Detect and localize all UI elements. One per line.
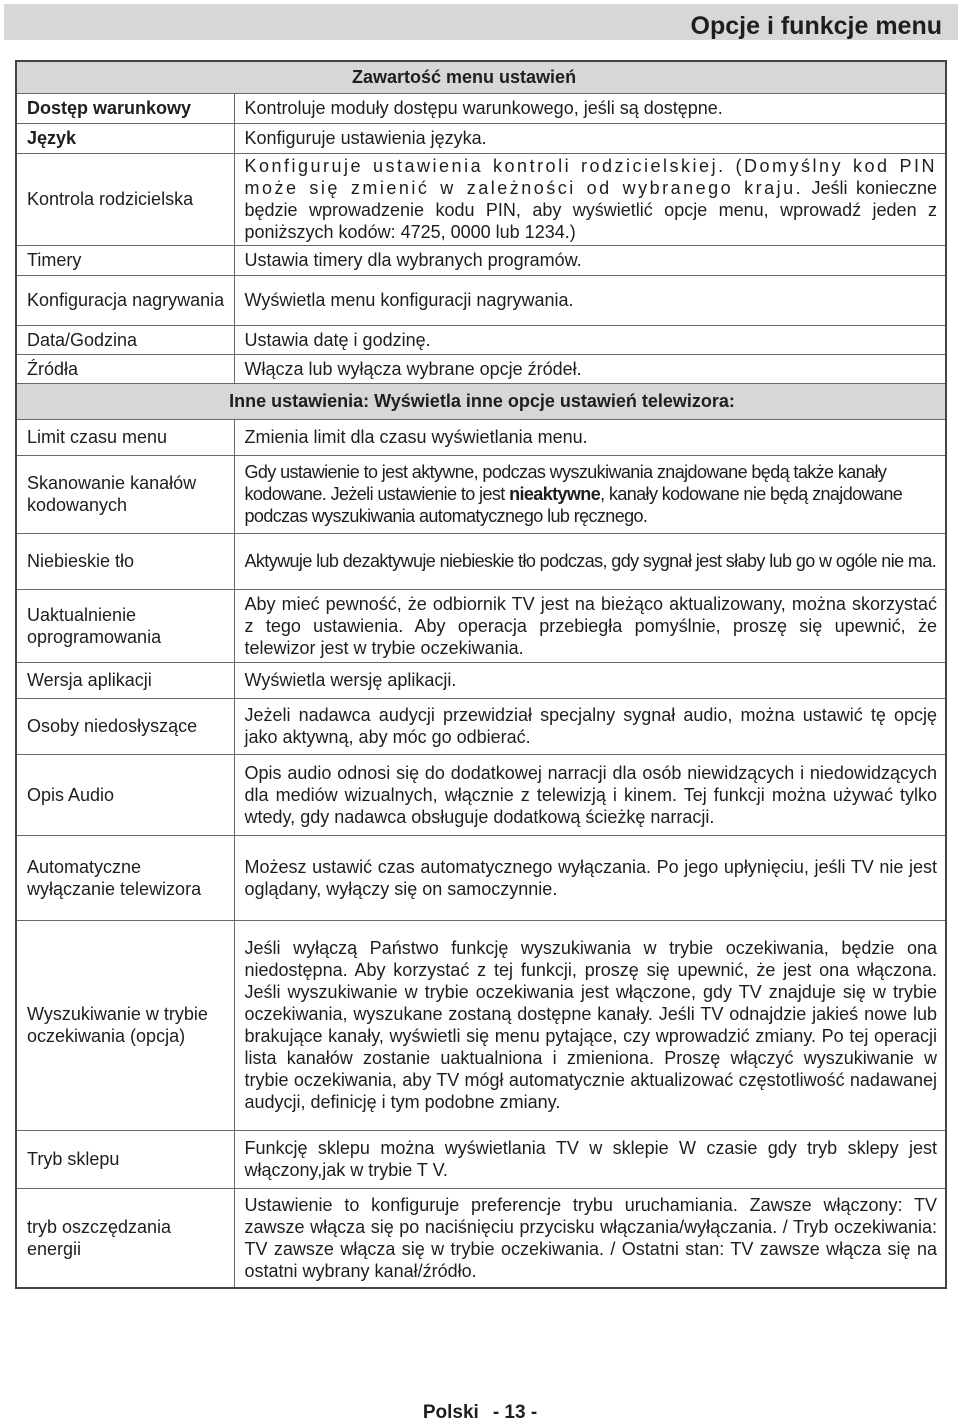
row-description: Ustawienie to konfiguruje preferencje trybu uruchamiania. Zawsze włączony: TV zawsze włącza się po naciśnięciu przycisku włączania/wyłączania. / Tryb oczekiwania: TV zawsze włącza się w trybie oczekiwania. / Ostatni stan: TV zawsze włącza się na ostatni wybrany kanał/źródło.	[234, 1188, 946, 1288]
table-row	[16, 354, 946, 383]
row-description: Ustawia timery dla wybranych programów.	[234, 245, 946, 275]
row-name: tryb oszczędzania energii	[16, 1188, 234, 1288]
table-row	[16, 754, 946, 835]
page-footer	[0, 1402, 960, 1424]
page-header	[4, 4, 958, 40]
row-name: Źródła	[16, 354, 234, 383]
table-row	[16, 662, 946, 698]
table-row	[16, 245, 946, 275]
inactive-emphasis: nieaktywne	[509, 484, 601, 504]
row-name: Język	[16, 123, 234, 153]
row-description: Aby mieć pewność, że odbiornik TV jest na bieżąco aktualizowany, można skorzystać z tego ustawienia. Aby operacja przebiegła pomyślnie, proszę się upewnić, że telewizor jest w trybie oczekiwania.	[234, 589, 946, 662]
table-row	[16, 920, 946, 1130]
table-row	[16, 153, 946, 245]
row-name: Automatyczne wyłączanie telewizora	[16, 835, 234, 920]
table-row	[16, 835, 946, 920]
row-name: Dostęp warunkowy	[16, 93, 234, 123]
table-row	[16, 419, 946, 455]
row-name: Opis Audio	[16, 754, 234, 835]
page-title: Opcje i funkcje menu	[690, 12, 942, 40]
table-row	[16, 1130, 946, 1188]
row-description-spaced: Konfiguruje ustawienia kontroli rodzicielskiej. (Domyślny kod PIN może się zmienić w zależności od wybranego kraju.	[244, 156, 937, 198]
row-name: Uaktualnienie oprogramowania	[16, 589, 234, 662]
row-description: Kontroluje moduły dostępu warunkowego, jeśli są dostępne.	[234, 93, 946, 123]
table-row	[16, 1188, 946, 1288]
settings-menu-table	[15, 60, 947, 1289]
other-settings-heading-row	[16, 383, 946, 419]
table-row	[16, 455, 946, 533]
row-description: Funkcję sklepu można wyświetlania TV w sklepie W czasie gdy tryb sklepy jest włączony,jak w trybie T V.	[234, 1130, 946, 1188]
row-name: Data/Godzina	[16, 325, 234, 354]
row-name: Konfiguracja nagrywania	[16, 275, 234, 325]
row-description: Jeśli wyłączą Państwo funkcję wyszukiwania w trybie oczekiwania, będzie ona niedostępna. Aby korzystać z tej funkcji, proszę się upewnić, że jest ona włączona. Jeśli wyszukiwanie w trybie oczekiwania jest włączone, gdy TV znajduje się w trybie oczekiwania, wyszukane zostaną dostępne kanały. Jeśli TV odnajdzie jakieś nowe lub brakujące kanały, wyświetli się menu pytające, czy wprowadzić zmiany. Po tej operacji lista kanałów zostanie uaktualniona i zmieniona. Proszę włączyć wyszukiwanie w trybie oczekiwania, aby TV mógł automatycznie aktualizować częstotliwość nadawanej audycji, definicję i tym podobne zmiany.	[234, 920, 946, 1130]
row-description: Aktywuje lub dezaktywuje niebieskie tło podczas, gdy sygnał jest słaby lub go w ogóle nie ma.	[234, 533, 946, 589]
row-name: Osoby niedosłyszące	[16, 698, 234, 754]
row-description: Zmienia limit dla czasu wyświetlania menu.	[234, 419, 946, 455]
row-description: Możesz ustawić czas automatycznego wyłączania. Po jego upłynięciu, jeśli TV nie jest oglądany, wyłączy się on samoczynnie.	[234, 835, 946, 920]
row-description: Konfiguruje ustawienia języka.	[234, 123, 946, 153]
row-name: Skanowanie kanałów kodowanych	[16, 455, 234, 533]
row-name: Niebieskie tło	[16, 533, 234, 589]
other-settings-heading: Inne ustawienia: Wyświetla inne opcje ustawień telewizora:	[16, 383, 946, 419]
row-description	[234, 153, 946, 245]
row-description: Wyświetla menu konfiguracji nagrywania.	[234, 275, 946, 325]
row-description: Opis audio odnosi się do dodatkowej narracji dla osób niewidzących i niedowidzących dla mediów wizualnych, włącznie z telewizją i kinem. Tej funkcji można używać tylko wtedy, gdy nadawca obsługuje dodatkową ścieżkę narracji.	[234, 754, 946, 835]
table-row	[16, 93, 946, 123]
row-name: Timery	[16, 245, 234, 275]
page-number: - 13 -	[492, 1402, 538, 1423]
footer-language: Polski	[422, 1402, 479, 1423]
row-name: Tryb sklepu	[16, 1130, 234, 1188]
row-name: Wyszukiwanie w trybie oczekiwania (opcja)	[16, 920, 234, 1130]
row-description: Gdy ustawienie to jest aktywne, podczas wyszukiwania znajdowane będą także kanały kodowane. Jeżeli ustawienie to jest nieaktywne, kanały kodowane nie będą znajdowane podczas wyszukiwania automatycznego lub ręcznego.	[234, 455, 946, 533]
row-description: Jeżeli nadawca audycji przewidział specjalny sygnał audio, można ustawić tę opcję jako aktywną, aby móc go odbierać.	[234, 698, 946, 754]
table-row	[16, 123, 946, 153]
table-row	[16, 533, 946, 589]
table-row	[16, 275, 946, 325]
table-heading: Zawartość menu ustawień	[234, 61, 946, 93]
row-description: Wyświetla wersję aplikacji.	[234, 662, 946, 698]
table-heading-row	[16, 61, 946, 93]
row-name: Kontrola rodzicielska	[16, 153, 234, 245]
table-row	[16, 698, 946, 754]
row-name: Limit czasu menu	[16, 419, 234, 455]
table-row	[16, 589, 946, 662]
table-row	[16, 325, 946, 354]
row-description: Ustawia datę i godzinę.	[234, 325, 946, 354]
row-description: Włącza lub wyłącza wybrane opcje źródeł.	[234, 354, 946, 383]
row-description-rest: Jeśli konieczne będzie wprowadzenie kodu PIN, aby wyświetlić opcje menu, wprowadź jeden z poniższych kodów: 4725, 0000 lub 1234.)	[244, 178, 937, 242]
row-name: Wersja aplikacji	[16, 662, 234, 698]
